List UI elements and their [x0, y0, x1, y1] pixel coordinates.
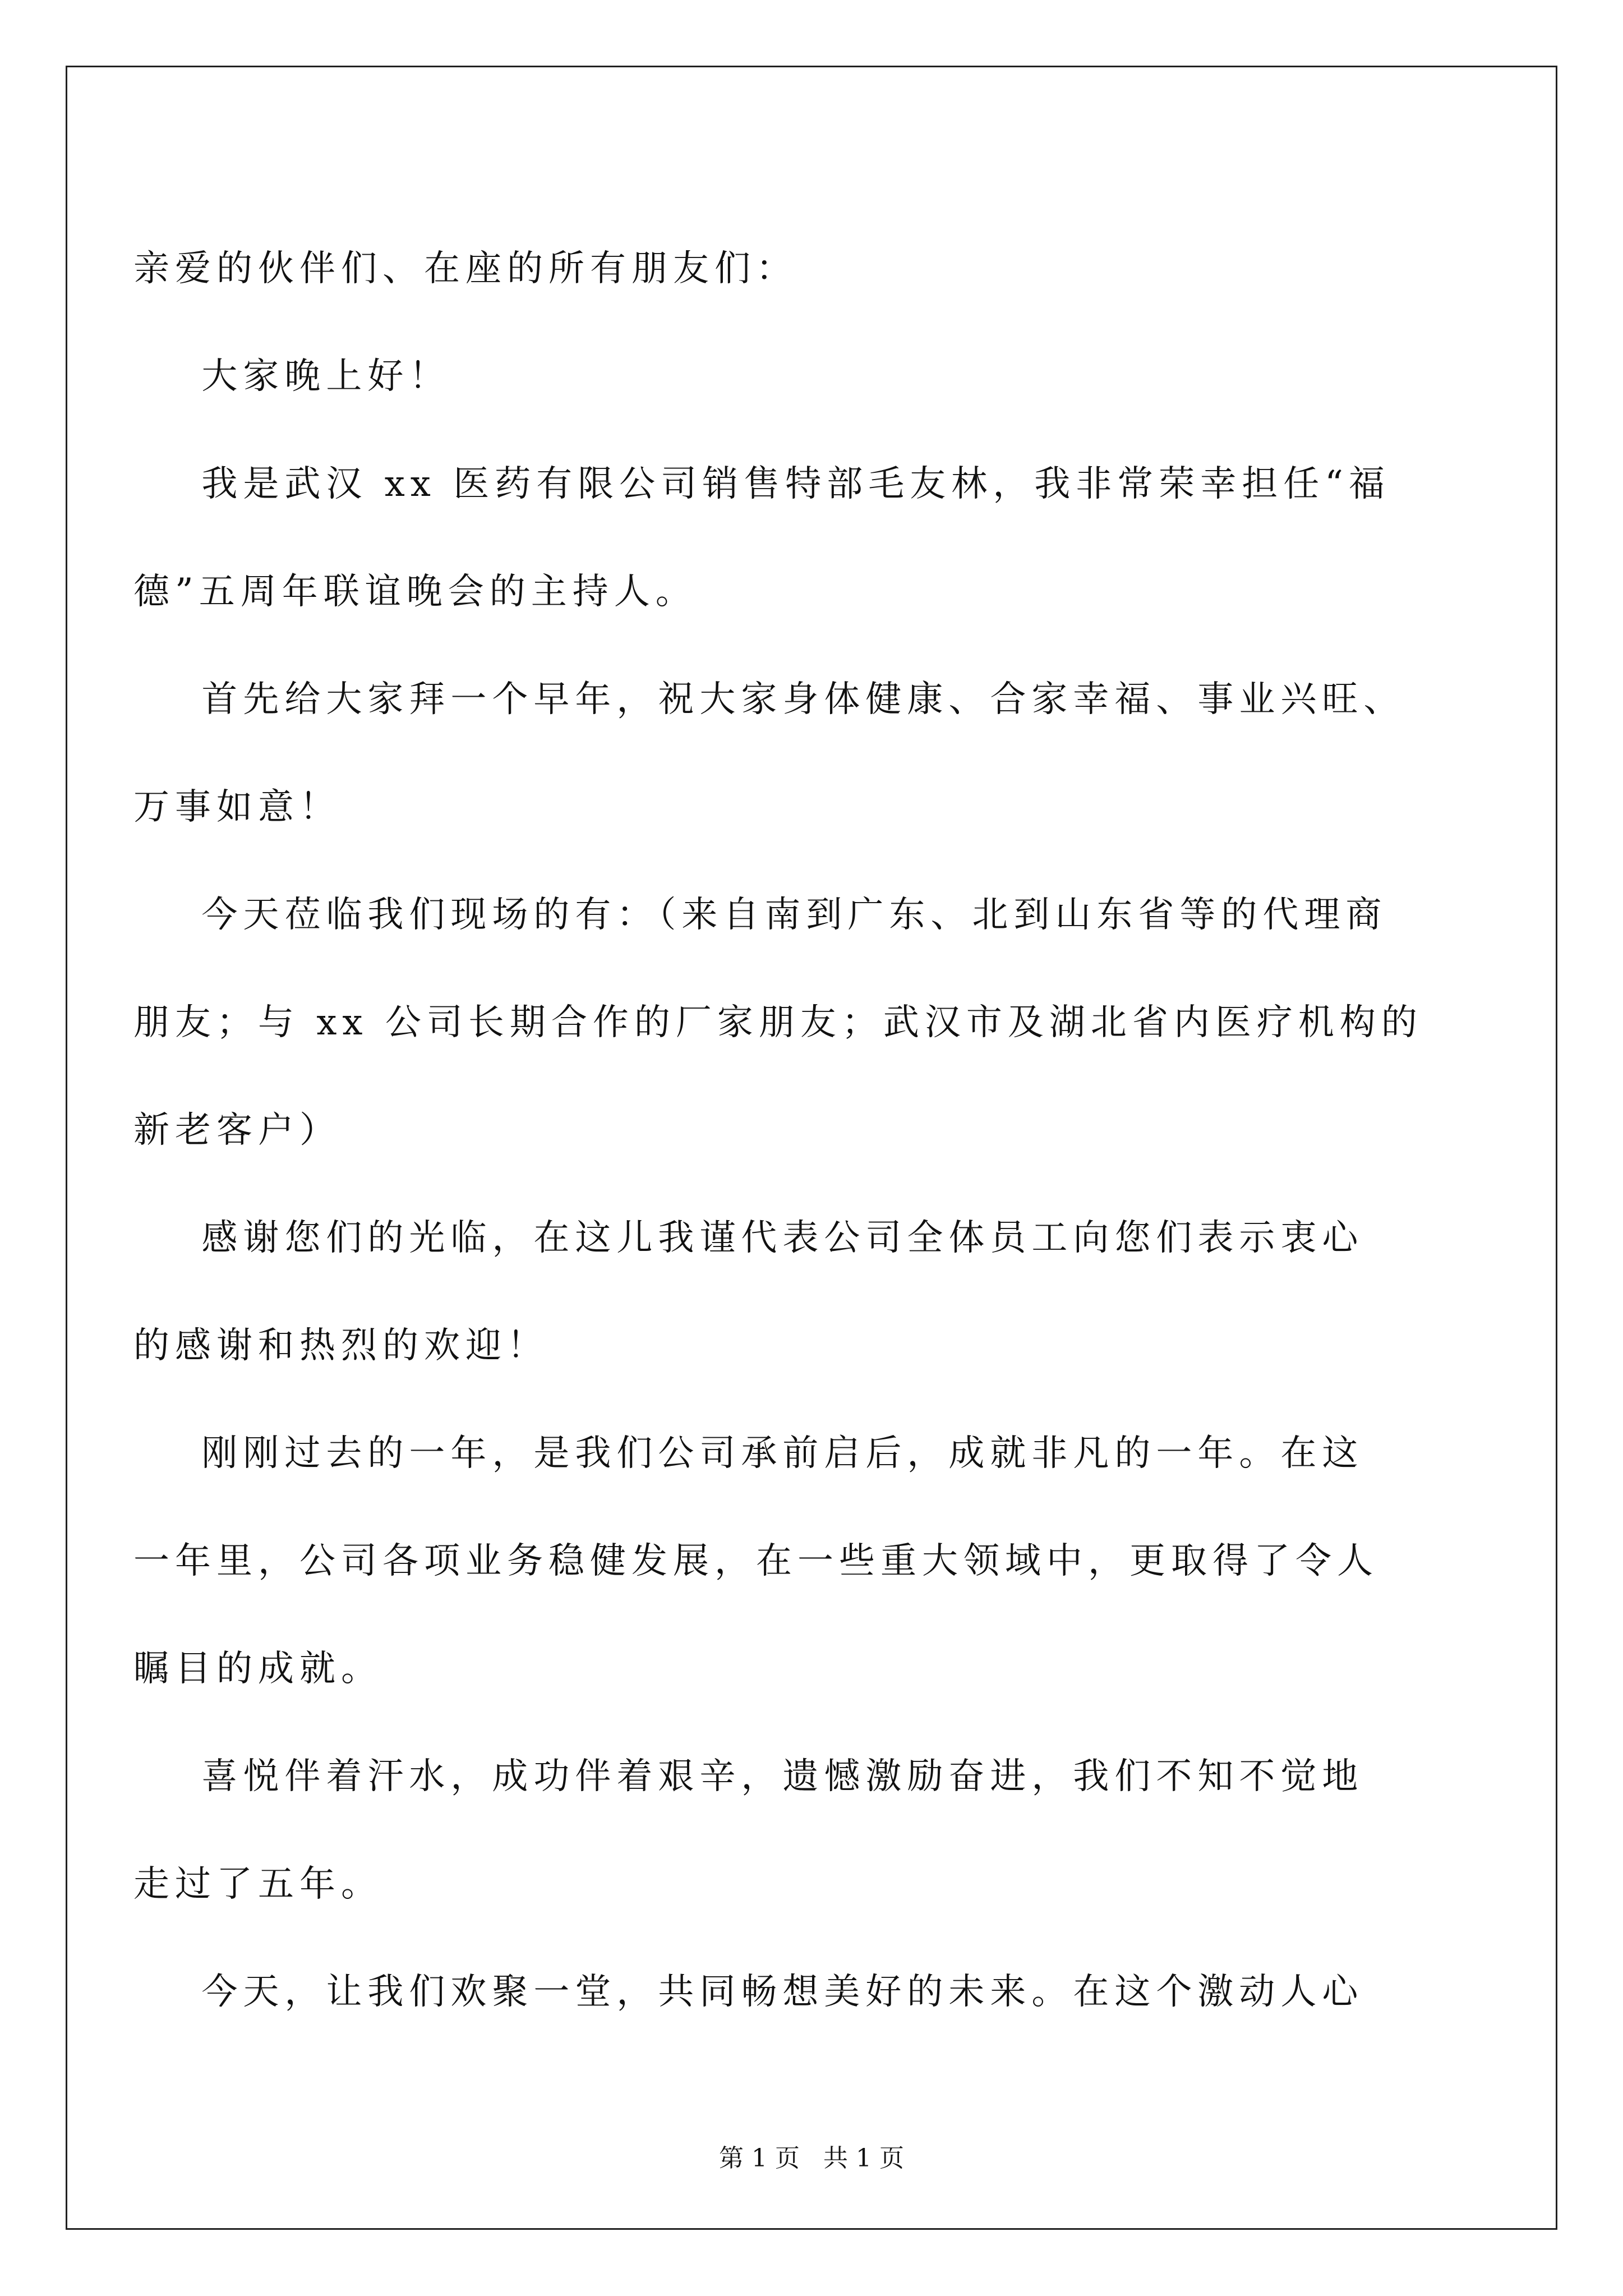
text-line: 新老客户）	[133, 1110, 341, 1151]
text-line: 今天，让我们欢聚一堂，共同畅想美好的未来。在这个激动人心	[133, 1971, 1364, 2013]
text-line: 的感谢和热烈的欢迎！	[133, 1325, 548, 1366]
text-line: 今天莅临我们现场的有：（来自南到广东、北到山东省等的代理商	[133, 894, 1387, 936]
page-number-footer: 第 1 页 共 1 页	[719, 2144, 904, 2173]
text-line: 一年里，公司各项业务稳健发展，在一些重大领域中，更取得了令人	[133, 1540, 1378, 1582]
text-line: 瞩目的成就。	[133, 1648, 382, 1690]
text-line: 亲爱的伙伴们、在座的所有朋友们：	[133, 248, 797, 289]
text-line: 感谢您们的光临，在这儿我谨代表公司全体员工向您们表示衷心	[133, 1217, 1364, 1259]
text-line: 我是武汉 xx 医药有限公司销售特部毛友林，我非常荣幸担任“福	[133, 463, 1390, 505]
text-line: 刚刚过去的一年，是我们公司承前启后，成就非凡的一年。在这	[133, 1433, 1364, 1474]
text-line: 喜悦伴着汗水，成功伴着艰辛，遗憾激励奋进，我们不知不觉地	[133, 1756, 1364, 1797]
text-line: 首先给大家拜一个早年，祝大家身体健康、合家幸福、事业兴旺、	[133, 679, 1405, 720]
text-line: 走过了五年。	[133, 1864, 382, 1905]
text-line: 大家晚上好！	[133, 356, 451, 397]
text-line: 德”五周年联谊晚会的主持人。	[133, 571, 697, 613]
text-line: 万事如意！	[133, 786, 341, 828]
text-line: 朋友；与 xx 公司长期合作的厂家朋友；武汉市及湖北省内医疗机构的	[133, 1002, 1423, 1043]
document-body	[133, 215, 1491, 2046]
